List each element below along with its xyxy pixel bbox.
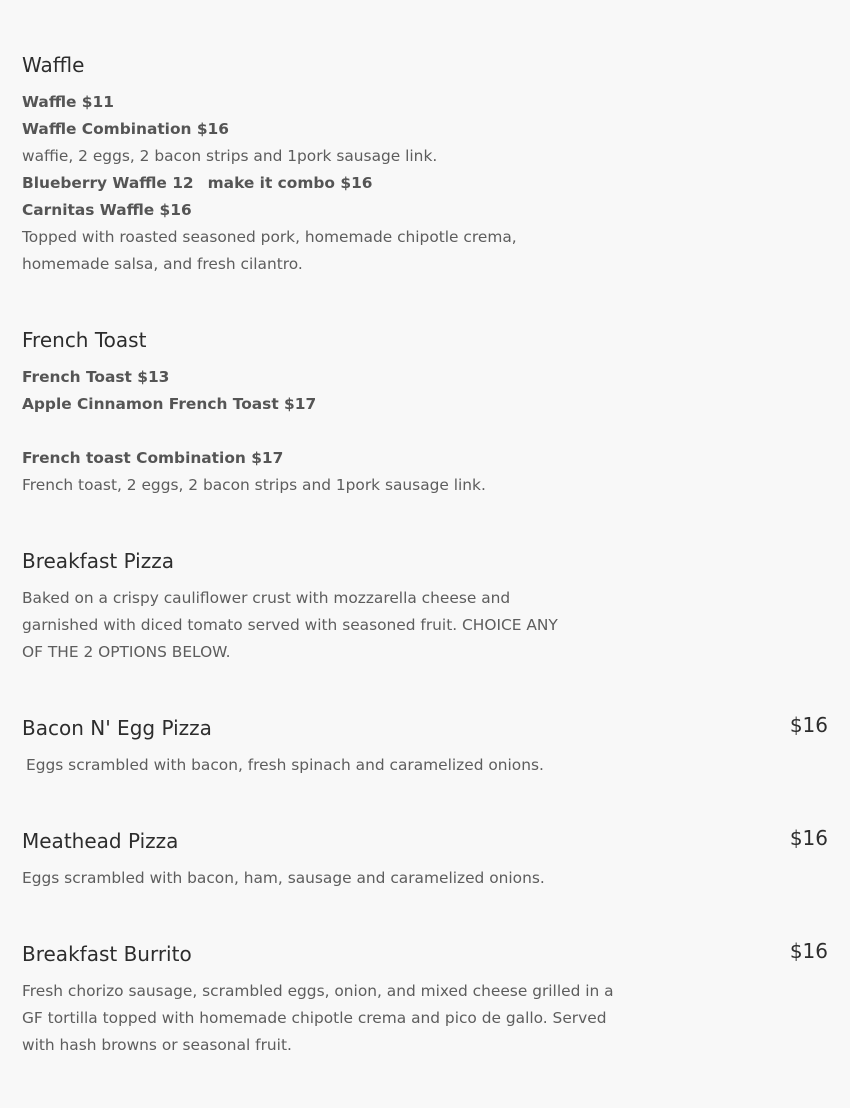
- french-toast-combination-description: French toast, 2 eggs, 2 bacon strips and 1pork sausage link.: [22, 476, 486, 494]
- meathead-pizza-description: Eggs scrambled with bacon, ham, sausage and caramelized onions.: [22, 869, 545, 887]
- bacon-egg-pizza-section: [22, 713, 828, 788]
- french-toast-combination-item: French toast Combination $17: [22, 449, 284, 467]
- blueberry-waffle-item: Blueberry Waffle 12: [22, 174, 194, 192]
- waffle-title: Waffle: [22, 53, 85, 77]
- bacon-egg-pizza-description: Eggs scrambled with bacon, fresh spinach and caramelized onions.: [26, 756, 544, 774]
- meathead-pizza-title: Meathead Pizza: [22, 829, 179, 853]
- carnitas-waffle-item: Carnitas Waffle $16: [22, 201, 192, 219]
- blueberry-waffle-row: [22, 170, 622, 197]
- blueberry-combo-note: make it combo $16: [207, 174, 373, 192]
- breakfast-burrito-section: [22, 939, 828, 1074]
- waffle-item: Waffle $11: [22, 93, 114, 111]
- breakfast-burrito-title: Breakfast Burrito: [22, 942, 192, 966]
- apple-cinnamon-french-toast-item: Apple Cinnamon French Toast $17: [22, 395, 317, 413]
- french-toast-item: French Toast $13: [22, 368, 170, 386]
- bacon-egg-pizza-title: Bacon N' Egg Pizza: [22, 716, 212, 740]
- waffle-combination-description: waffie, 2 eggs, 2 bacon strips and 1pork sausage link.: [22, 147, 438, 165]
- breakfast-pizza-description: Baked on a crispy cauliflower crust with mozzarella cheese and garnished with diced tomato served with seasoned fruit. CHOICE ANY OF THE 2 OPTIONS BELOW.: [22, 589, 558, 661]
- breakfast-pizza-title: Breakfast Pizza: [22, 549, 174, 573]
- waffle-combination-item: Waffle Combination $16: [22, 120, 229, 138]
- meathead-pizza-price: $16: [789, 826, 828, 850]
- french-toast-section: [22, 330, 828, 500]
- breakfast-burrito-price: $16: [789, 939, 828, 963]
- waffle-section: [22, 55, 828, 300]
- french-toast-title: French Toast: [22, 328, 147, 352]
- bacon-egg-pizza-price: $16: [789, 713, 828, 737]
- breakfast-burrito-description: Fresh chorizo sausage, scrambled eggs, onion, and mixed cheese grilled in a GF tortilla topped with homemade chipotle crema and pico de gallo. Served with hash browns or seasonal fruit.: [22, 982, 614, 1054]
- meathead-pizza-section: [22, 826, 828, 901]
- carnitas-waffle-description: Topped with roasted seasoned pork, homemade chipotle crema, homemade salsa, and fresh cilantro.: [22, 228, 517, 273]
- breakfast-pizza-section: [22, 551, 828, 671]
